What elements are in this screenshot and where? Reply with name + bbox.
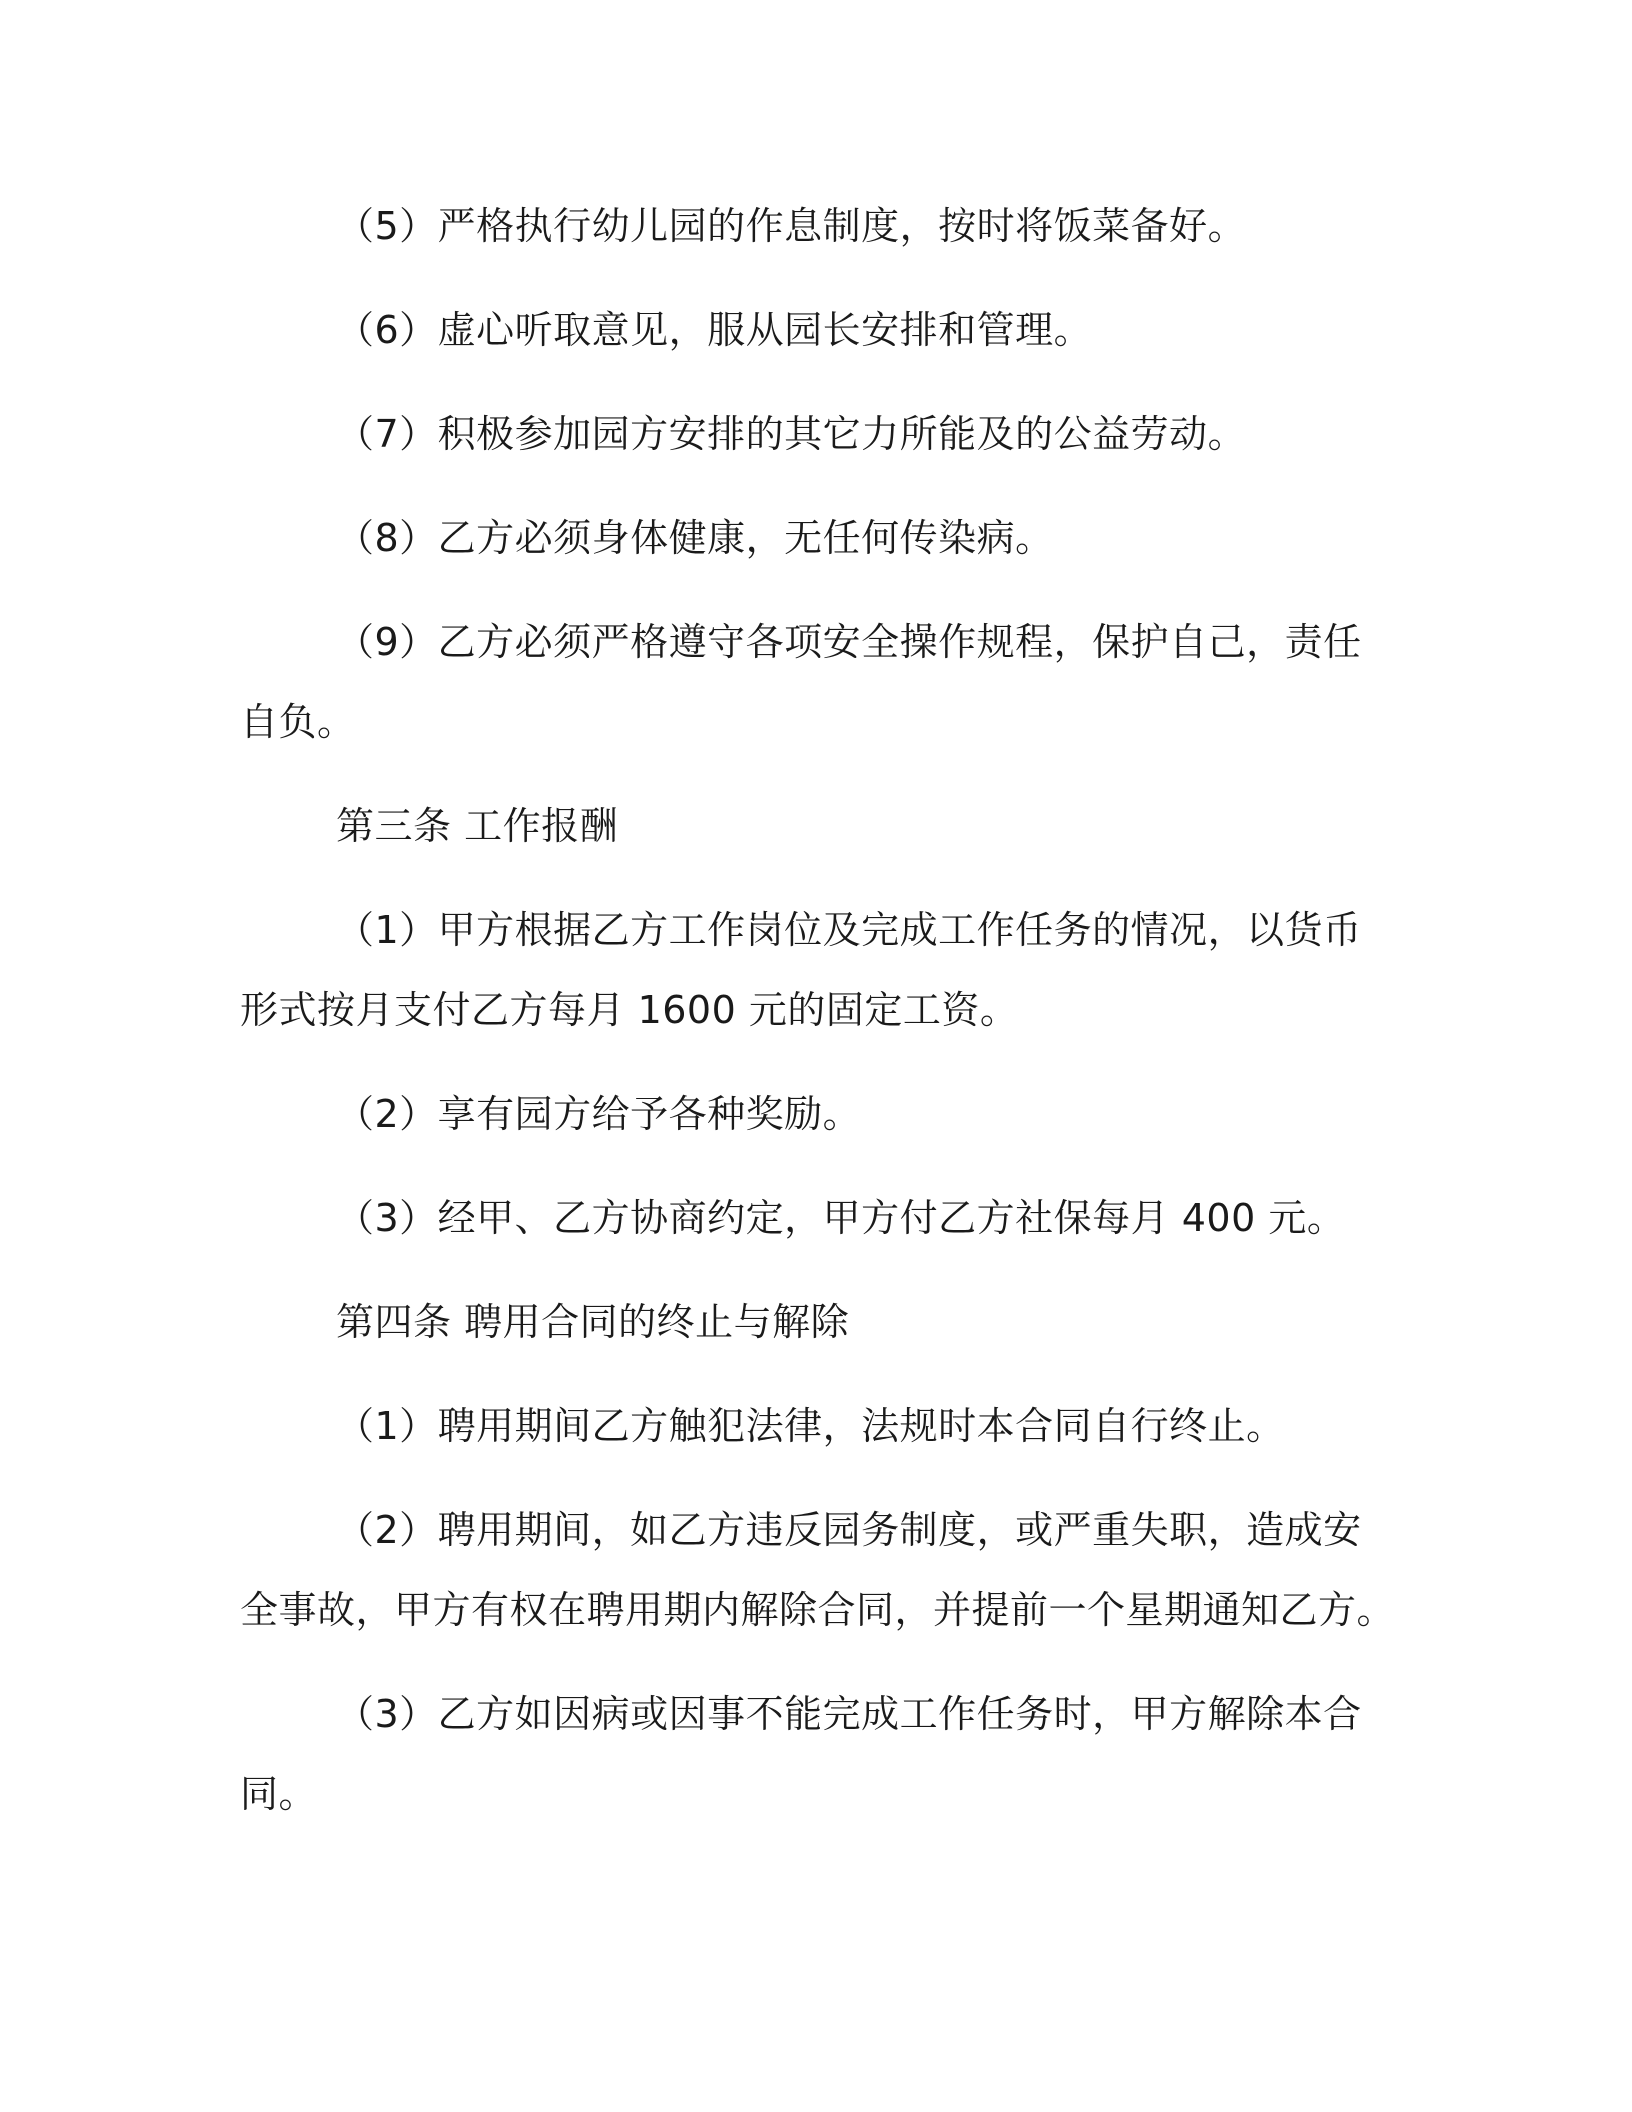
article-4-item-1: （1）聘用期间乙方触犯法律，法规时本合同自行终止。 bbox=[336, 1404, 1285, 1448]
clause-item-5: （5）严格执行幼儿园的作息制度，按时将饭菜备好。 bbox=[336, 204, 1247, 248]
clause-item-6: （6）虚心听取意见，服从园长安排和管理。 bbox=[336, 308, 1093, 352]
clause-item-9: （9）乙方必须严格遵守各项安全操作规程，保护自己，责任自负。 bbox=[240, 620, 1362, 744]
document-body bbox=[240, 186, 1400, 1858]
article-4-item-2: （2）聘用期间，如乙方违反园务制度，或严重失职，造成安全事故，甲方有权在聘用期内解除合同，并提前一个星期通知乙方。 bbox=[240, 1508, 1396, 1632]
clause-item-8: （8）乙方必须身体健康，无任何传染病。 bbox=[336, 516, 1054, 560]
article-3-item-1: （1）甲方根据乙方工作岗位及完成工作任务的情况，以货币形式按月支付乙方每月 1600 元的固定工资。 bbox=[240, 908, 1362, 1032]
article-3-item-3: （3）经甲、乙方协商约定，甲方付乙方社保每月 400 元。 bbox=[336, 1196, 1346, 1240]
article-3-item-2: （2）享有园方给予各种奖励。 bbox=[336, 1092, 862, 1136]
article-4-heading: 第四条 聘用合同的终止与解除 bbox=[336, 1300, 850, 1344]
article-4-item-3: （3）乙方如因病或因事不能完成工作任务时，甲方解除本合同。 bbox=[240, 1692, 1362, 1816]
clause-item-7: （7）积极参加园方安排的其它力所能及的公益劳动。 bbox=[336, 412, 1247, 456]
article-3-heading: 第三条 工作报酬 bbox=[336, 804, 619, 848]
